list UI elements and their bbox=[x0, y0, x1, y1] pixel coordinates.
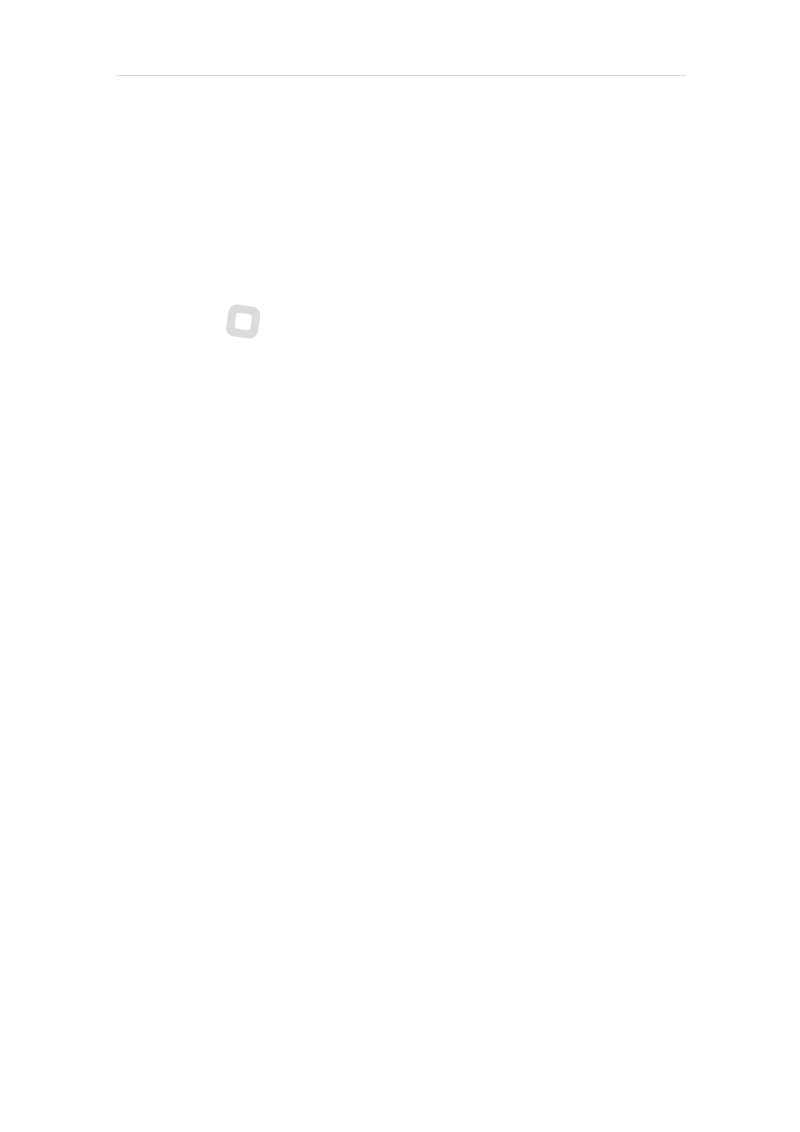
watermark bbox=[202, 284, 458, 446]
jike-logo-icon bbox=[221, 299, 266, 344]
document-page bbox=[116, 58, 686, 76]
divider bbox=[116, 75, 686, 76]
